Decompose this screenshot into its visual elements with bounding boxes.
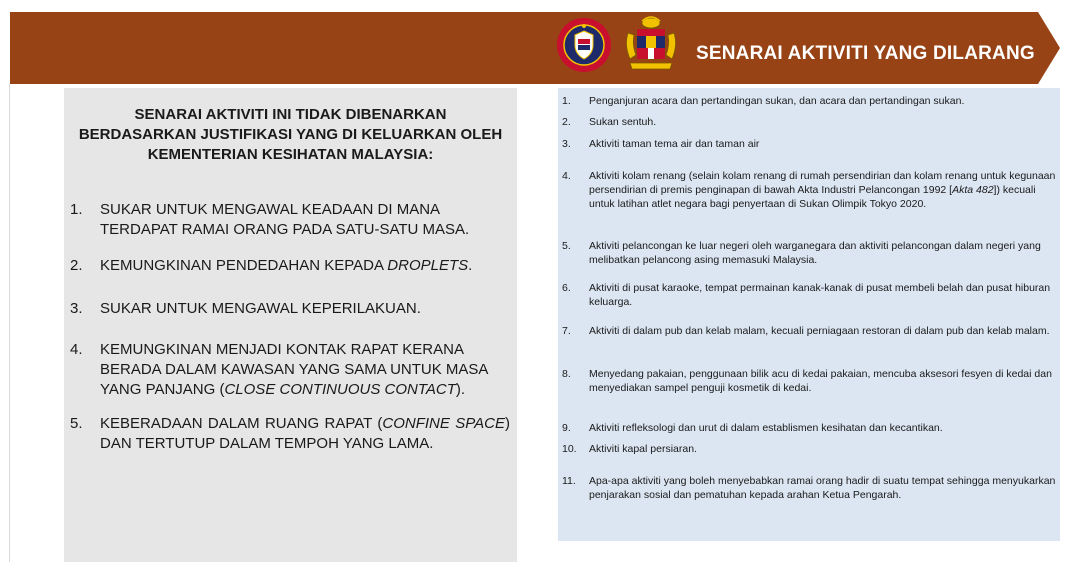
item-number: 7.: [562, 325, 571, 337]
item-text: Aktiviti taman tema air dan taman air: [589, 138, 760, 150]
item-text: Sukan sentuh.: [589, 116, 657, 128]
item-number: 8.: [562, 368, 571, 380]
item-number: 4.: [562, 170, 571, 182]
justification-item: [70, 299, 510, 319]
activity-item: [562, 239, 1056, 267]
item-text: Apa-apa aktiviti yang boleh menyebabkan ramai orang hadir di suatu tempat sehingga menyukarkan penjarakan sosial dan pematuhan kepada arahan Ketua Pengarah.: [589, 475, 1056, 501]
activity-item: [562, 137, 1056, 151]
item-number: 2.: [562, 116, 571, 128]
justification-item: [70, 200, 510, 240]
justification-panel: [64, 88, 517, 562]
item-text-after: .: [468, 257, 473, 274]
item-text: KEMUNGKINAN PENDEDAHAN KEPADA: [100, 257, 388, 274]
item-number: 4.: [70, 341, 83, 358]
item-number: 3.: [562, 138, 571, 150]
item-number: 6.: [562, 282, 571, 294]
item-text: KEMUNGKINAN MENJADI KONTAK RAPAT KERANA BERADA DALAM KAWASAN YANG SAMA UNTUK MASA YANG PANJANG (: [100, 341, 488, 398]
item-number: 1.: [562, 95, 571, 107]
item-text-italic: Akta 482: [952, 184, 994, 196]
item-text: Aktiviti kapal persiaran.: [589, 443, 697, 455]
activity-item: [562, 442, 1056, 456]
banner-title: SENARAI AKTIVITI YANG DILARANG: [696, 43, 1035, 64]
left-margin-line: [9, 84, 10, 562]
justification-title: [64, 105, 517, 165]
item-number: 1.: [70, 201, 83, 218]
item-text: Aktiviti di dalam pub dan kelab malam, kecuali perniagaan restoran di dalam pub dan kelab malam.: [589, 325, 1050, 337]
item-number: 5.: [70, 415, 83, 432]
justification-item: [70, 256, 510, 276]
activity-item: [562, 94, 1056, 108]
justification-item: [70, 340, 510, 400]
justification-title-line: KEMENTERIAN KESIHATAN MALAYSIA:: [147, 146, 434, 163]
item-text: Aktiviti refleksologi dan urut di dalam establismen kesihatan dan kecantikan.: [589, 422, 943, 434]
item-text: Menyedang pakaian, penggunaan bilik acu di kedai pakaian, mencuba aksesori fesyen di kedai dan menyediakan sampel penguji kosmetik di kedai.: [589, 368, 1052, 394]
item-text: Penganjuran acara dan pertandingan sukan, dan acara dan pertandingan sukan.: [589, 95, 965, 107]
item-text-italic: CLOSE CONTINUOUS CONTACT: [224, 381, 456, 398]
item-text-italic: DROPLETS: [387, 257, 469, 274]
majlis-keselamatan-negara-logo: [556, 17, 612, 73]
jata-negara-crest-icon: [620, 15, 682, 73]
item-text: KEBERADAAN DALAM RUANG RAPAT (: [100, 415, 383, 432]
item-text-after: ).: [455, 381, 466, 398]
item-text-italic: CONFINE SPACE: [382, 415, 506, 432]
prohibited-activities-panel: [558, 88, 1060, 541]
item-text: Aktiviti pelancongan ke luar negeri oleh warganegara dan aktiviti pelancongan dalam negeri yang melibatkan pelancong asing memasuki Malaysia.: [589, 240, 1041, 266]
item-number: 5.: [562, 240, 571, 252]
item-text: Aktiviti di pusat karaoke, tempat permainan kanak-kanak di pusat membeli belah dan pusat hiburan keluarga.: [589, 282, 1051, 308]
activity-item: [562, 324, 1056, 338]
item-number: 11.: [562, 475, 576, 487]
item-text: Aktiviti kolam renang (selain kolam renang di rumah persendirian dan kolam renang untuk kegunaan persendirian di premis penginapan di bawah Akta Industri Pelancongan 1992 [: [589, 170, 1056, 196]
item-number: 10.: [562, 443, 577, 455]
activity-item: [562, 421, 1056, 435]
item-text-after: ]) kecuali untuk latihan atlet negara bagi penyertaan di Sukan Olimpik Tokyo 2020.: [589, 184, 1036, 210]
item-number: 2.: [70, 257, 83, 274]
title-banner: [10, 12, 1060, 84]
left-margin: [0, 0, 9, 562]
activity-item: [562, 367, 1056, 395]
item-text: SUKAR UNTUK MENGAWAL KEPERILAKUAN.: [100, 300, 421, 317]
activity-item: [562, 115, 1056, 129]
justification-title-line: BERDASARKAN JUSTIFIKASI YANG DI KELUARKAN OLEH: [78, 126, 503, 143]
item-number: 3.: [70, 300, 83, 317]
item-text-after: ) DAN TERTUTUP DALAM TEMPOH YANG LAMA.: [100, 415, 511, 452]
item-number: 9.: [562, 422, 571, 434]
item-text: SUKAR UNTUK MENGAWAL KEADAAN DI MANA TERDAPAT RAMAI ORANG PADA SATU-SATU MASA.: [100, 201, 470, 238]
activity-item: [562, 281, 1056, 309]
justification-item: [70, 414, 510, 454]
activity-item: [562, 474, 1056, 502]
activity-item: [562, 169, 1056, 211]
justification-title-line: SENARAI AKTIVITI INI TIDAK DIBENARKAN: [134, 106, 447, 123]
